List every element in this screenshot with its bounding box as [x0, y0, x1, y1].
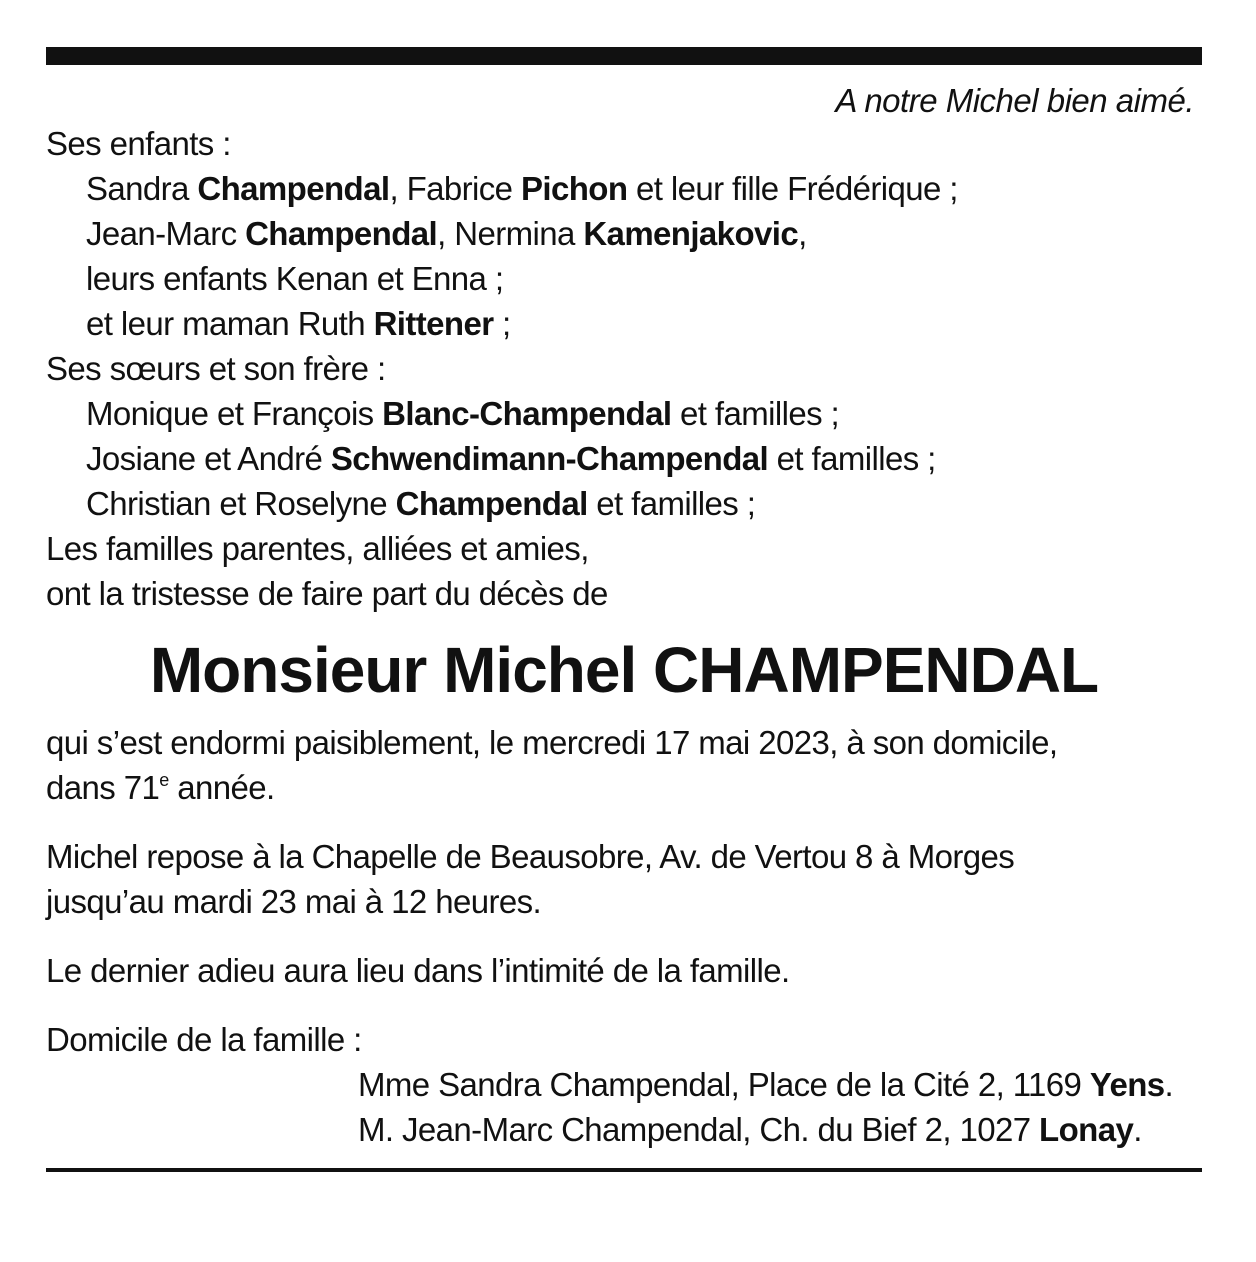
announce-line: ont la tristesse de faire part du décès de [46, 575, 608, 612]
text-segment: et familles ; [587, 485, 756, 522]
text-segment: leurs enfants Kenan et Enna ; [86, 260, 504, 297]
text-segment: Mme Sandra Champendal, Place de la Cité 2, 1169 [358, 1066, 1090, 1103]
addresses-line [358, 1062, 1202, 1107]
siblings-line [46, 436, 1202, 481]
siblings-label: Ses sœurs et son frère : [46, 350, 386, 387]
text-segment: Monique et François [86, 395, 383, 432]
children-line [46, 256, 1202, 301]
bold-name: Yens [1089, 1066, 1165, 1103]
text-segment: Christian et Roselyne [86, 485, 396, 522]
passing-line-2-pre: dans 71 [46, 769, 160, 806]
children-line [46, 301, 1202, 346]
ordinal-suffix: e [159, 770, 169, 790]
repose-line-1: Michel repose à la Chapelle de Beausobre, Av. de Vertou 8 à Morges [46, 838, 1015, 875]
notice-details [46, 720, 1202, 1152]
notice-body [46, 121, 1202, 616]
bold-name: Champendal [197, 170, 390, 207]
text-segment: Sandra [86, 170, 198, 207]
repose-line-2: jusqu’au mardi 23 mai à 12 heures. [46, 883, 542, 920]
top-rule [46, 47, 1202, 65]
passing-line-2 [46, 765, 1202, 810]
dedication: A notre Michel bien aimé. [835, 82, 1194, 119]
text-segment: Josiane et André [86, 440, 331, 477]
text-segment: Jean-Marc [86, 215, 246, 252]
text-segment: et familles ; [671, 395, 840, 432]
text-segment: . [1133, 1111, 1142, 1148]
addresses-line [358, 1107, 1202, 1152]
deceased-name: Monsieur Michel CHAMPENDAL [149, 634, 1099, 706]
text-segment: , [798, 215, 807, 252]
bold-name: Lonay [1039, 1111, 1134, 1148]
children-line [46, 166, 1202, 211]
siblings-line [46, 391, 1202, 436]
siblings-line [46, 481, 1202, 526]
families-line: Les familles parentes, alliées et amies, [46, 530, 589, 567]
children-line [46, 211, 1202, 256]
bold-name: Pichon [520, 170, 628, 207]
passing-line-2-post: année. [168, 769, 275, 806]
text-segment: et leur fille Frédérique ; [627, 170, 958, 207]
bold-name: Kamenjakovic [583, 215, 799, 252]
farewell-line: Le dernier adieu aura lieu dans l’intimité de la famille. [46, 952, 790, 989]
bold-name: Champendal [395, 485, 588, 522]
text-segment: , Fabrice [389, 170, 521, 207]
text-segment: et familles ; [768, 440, 936, 477]
text-segment: , Nermina [437, 215, 584, 252]
bold-name: Champendal [245, 215, 438, 252]
bold-name: Blanc-Champendal [382, 395, 672, 432]
address-list [46, 1062, 1202, 1152]
bold-name: Schwendimann-Champendal [330, 440, 769, 477]
text-segment: . [1164, 1066, 1174, 1103]
obituary-notice [46, 47, 1202, 1172]
text-segment: et leur maman Ruth [86, 305, 374, 342]
domicile-label: Domicile de la famille : [46, 1021, 362, 1058]
text-segment: M. Jean-Marc Champendal, Ch. du Bief 2, 1027 [358, 1111, 1040, 1148]
bottom-rule [46, 1168, 1202, 1172]
siblings-list [46, 391, 1202, 526]
passing-line-1: qui s’est endormi paisiblement, le mercredi 17 mai 2023, à son domicile, [46, 724, 1058, 761]
text-segment: ; [493, 305, 511, 342]
children-list [46, 166, 1202, 346]
children-label: Ses enfants : [46, 125, 231, 162]
bold-name: Rittener [373, 305, 494, 342]
